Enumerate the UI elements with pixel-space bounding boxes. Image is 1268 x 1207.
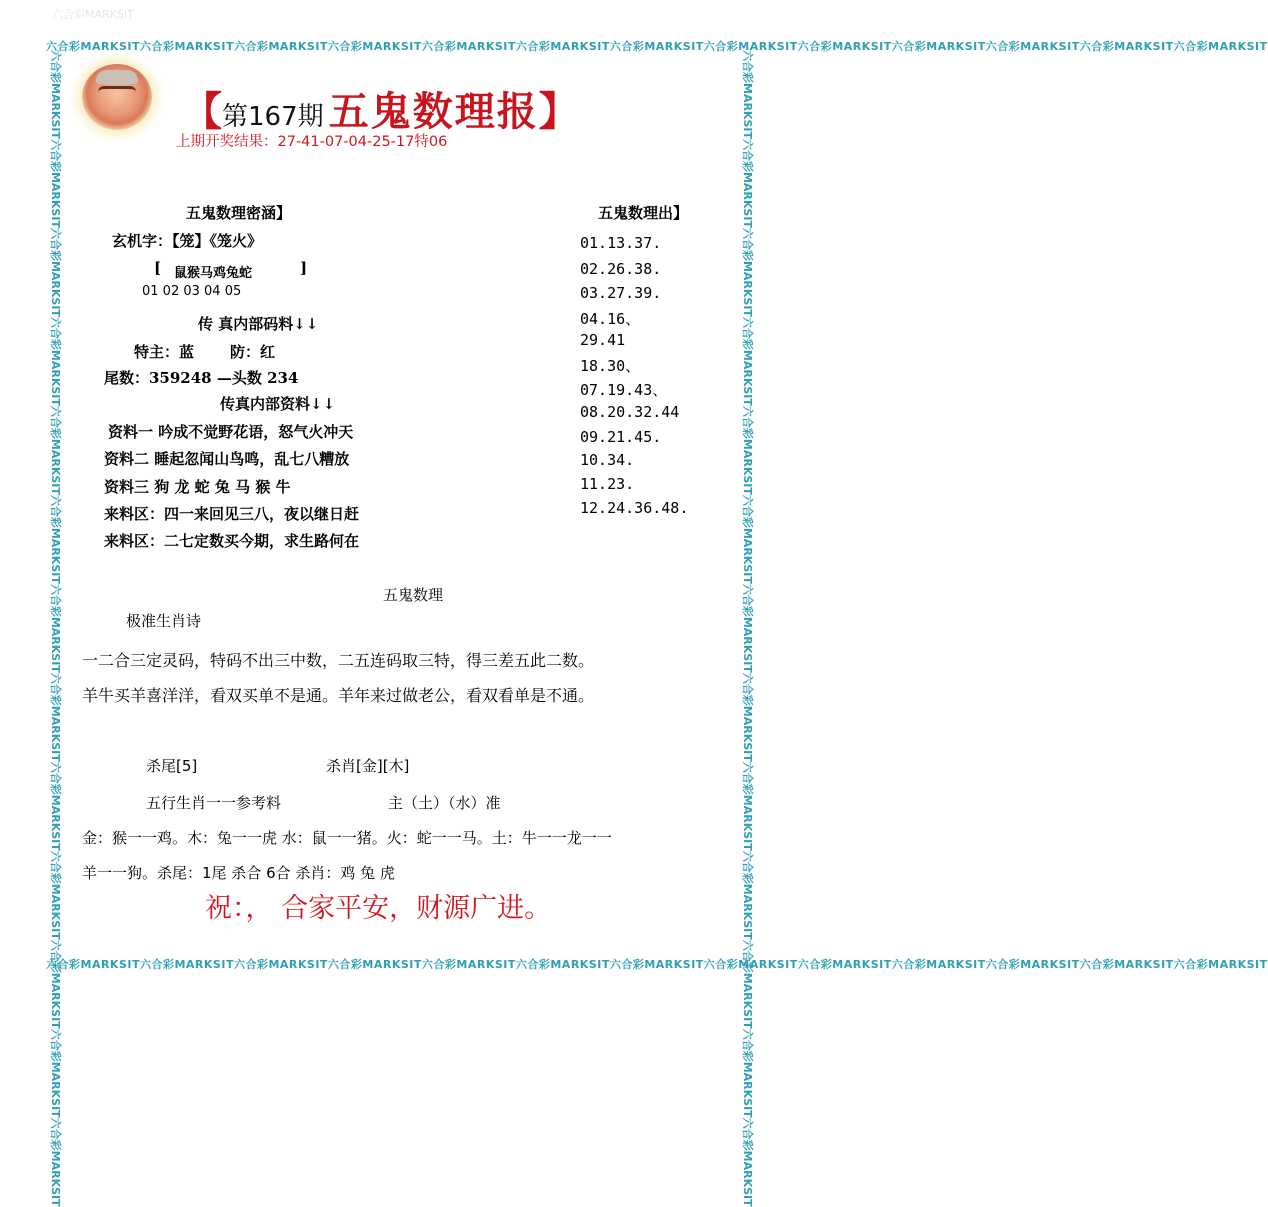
number-item: 09.21.45. — [580, 428, 662, 446]
source-line-1: 来料区：四一来回见三八，夜以继日赶 — [104, 505, 360, 523]
title-text: 五鬼数理报 — [328, 88, 539, 135]
kill-zodiac: 杀肖[金][木] — [326, 757, 410, 775]
corner-watermark: 六合彩MARKSIT — [52, 8, 134, 21]
source-line-2: 来料区：二七定数买今期，求生路何在 — [104, 532, 360, 550]
zodiac-bracket-left: [ — [154, 259, 162, 277]
poem-subtitle: 极准生肖诗 — [126, 612, 202, 630]
title-bracket-left: 【 — [182, 89, 222, 135]
number-item: 18.30、 — [580, 357, 641, 375]
poem-line-1: 一二合三定灵码，特码不出三中数，二五连码取三特，得三差五此二数。 — [82, 651, 595, 670]
border-left-decoration: 六合彩MARKSIT六合彩MARKSIT六合彩MARKSIT六合彩MARKSIT六合彩MARKSIT六合彩MARKSIT六合彩MARKSIT六合彩MARKSIT六合彩MARKSIT六合彩MARKSIT六合彩MARKSIT六合彩MARKSIT六合彩MARKSIT — [49, 50, 62, 1207]
last-draw-result: 上期开奖结果：27-41-07-04-25-17特06 — [176, 134, 448, 150]
xuanji-text: 玄机字：【笼】《笼火》 — [112, 232, 263, 250]
number-item: 01.13.37. — [580, 234, 662, 252]
five-elements-heading: 五行生肖一一参考料 — [146, 794, 282, 812]
page-title — [182, 80, 579, 135]
number-item: 10.34. — [580, 451, 635, 469]
small-numbers: 01 02 03 04 05 — [142, 284, 242, 299]
elements-line-2: 羊一一狗。杀尾：1尾 杀合 6合 杀肖：鸡 兔 虎 — [82, 864, 395, 882]
border-bottom-decoration: 六合彩MARKSIT六合彩MARKSIT六合彩MARKSIT六合彩MARKSIT六合彩MARKSIT六合彩MARKSIT六合彩MARKSIT六合彩MARKSIT六合彩MARKSIT六合彩MARKSIT六合彩MARKSIT六合彩MARKSIT六合彩MARKSIT — [46, 958, 1268, 971]
fax-data-heading: 传真内部资料↓↓ — [220, 395, 336, 413]
data-line-3: 资料三 狗 龙 蛇 兔 马 猴 牛 — [104, 478, 291, 496]
blessing-text: 祝：， 合家平安，财源广进。 — [205, 893, 552, 924]
zodiac-list: 鼠猴马鸡兔蛇 — [174, 266, 253, 281]
portrait-image — [82, 64, 152, 130]
zodiac-bracket-right: ] — [300, 259, 308, 277]
number-item: 11.23. — [580, 475, 635, 493]
data-line-2: 资料二 睡起忽闻山鸟鸣，乱七八糟放 — [104, 450, 350, 468]
poem-section-title: 五鬼数理 — [383, 586, 444, 604]
number-item: 08.20.32.44 — [580, 403, 680, 421]
number-item: 04.16、 — [580, 310, 641, 328]
data-line-1: 资料一 吟成不觉野花语，怒气火冲天 — [108, 423, 354, 441]
poem-line-2: 羊牛买羊喜洋洋，看双买单不是通。羊年来过做老公，看双看单是不通。 — [82, 686, 595, 705]
border-right-decoration: 六合彩MARKSIT六合彩MARKSIT六合彩MARKSIT六合彩MARKSIT六合彩MARKSIT六合彩MARKSIT六合彩MARKSIT六合彩MARKSIT六合彩MARKSIT六合彩MARKSIT六合彩MARKSIT六合彩MARKSIT六合彩MARKSIT — [741, 50, 754, 1207]
kill-tail: 杀尾[5] — [146, 757, 198, 775]
border-top-decoration: 六合彩MARKSIT六合彩MARKSIT六合彩MARKSIT六合彩MARKSIT六合彩MARKSIT六合彩MARKSIT六合彩MARKSIT六合彩MARKSIT六合彩MARKSIT六合彩MARKSIT六合彩MARKSIT六合彩MARKSIT六合彩MARKSIT — [46, 40, 1268, 53]
right-panel-heading: 五鬼数理出】 — [598, 204, 689, 222]
number-item: 03.27.39. — [580, 284, 662, 302]
left-panel-heading: 五鬼数理密涵】 — [186, 204, 292, 222]
fax-code-heading: 传 真内部码料↓↓ — [198, 315, 319, 333]
issue-number: 第167期 — [222, 102, 324, 132]
tail-numbers: 尾数：359248 —头数 234 — [104, 369, 299, 387]
defense: 防：红 — [230, 343, 276, 361]
number-item: 12.24.36.48. — [580, 499, 689, 517]
number-item: 29.41 — [580, 331, 626, 349]
title-bracket-right: 】 — [538, 89, 579, 135]
number-item: 07.19.43、 — [580, 381, 668, 399]
main-elements: 主（土）（水）准 — [388, 794, 501, 812]
special-main: 特主：蓝 — [134, 343, 195, 361]
number-item: 02.26.38. — [580, 260, 662, 278]
elements-line-1: 金：猴一一鸡。木：兔一一虎 水：鼠一一猪。火：蛇一一马。土：牛一一龙一一 — [82, 829, 612, 847]
